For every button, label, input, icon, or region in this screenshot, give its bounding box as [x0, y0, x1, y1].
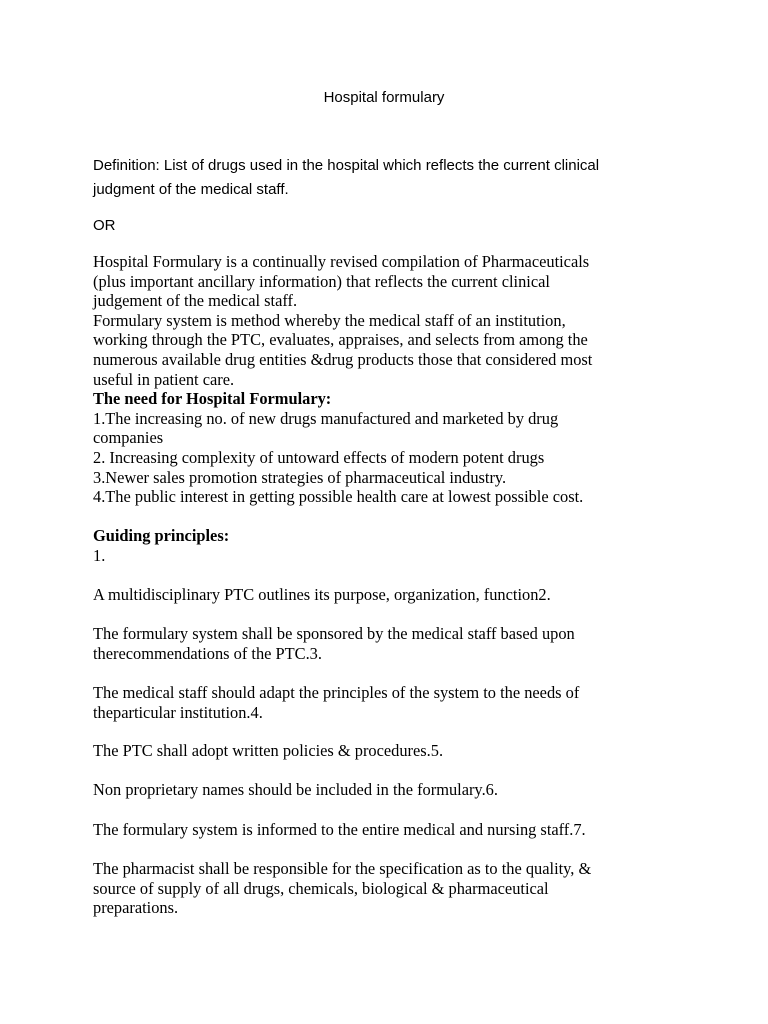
- principle-paragraph: [93, 780, 673, 800]
- formulary-paragraph: [93, 252, 673, 507]
- text-line: judgement of the medical staff.: [93, 291, 298, 311]
- section-heading-guiding: Guiding principles:: [93, 526, 230, 545]
- definition-paragraph: [93, 154, 673, 202]
- list-item: companies: [93, 428, 164, 448]
- text-line: The medical staff should adapt the principles of the system to the needs of: [93, 683, 580, 702]
- text-line: preparations.: [93, 898, 179, 918]
- text-line: working through the PTC, evaluates, appraises, and selects from among the: [93, 330, 588, 350]
- page-title: Hospital formulary: [323, 89, 445, 106]
- principle-paragraph: [93, 683, 673, 722]
- text-line: A multidisciplinary PTC outlines its purpose, organization, function2.: [93, 585, 551, 604]
- or-text: OR: [93, 217, 116, 234]
- text-line: judgment of the medical staff.: [93, 181, 289, 198]
- section-heading-need: The need for Hospital Formulary:: [93, 389, 332, 409]
- principle-paragraph: [93, 820, 673, 840]
- list-item: 2. Increasing complexity of untoward effects of modern potent drugs: [93, 447, 545, 467]
- text-line: The PTC shall adopt written policies & procedures.5.: [93, 741, 444, 760]
- principle-paragraph: [93, 741, 673, 761]
- text-line: therecommendations of the PTC.3.: [93, 643, 322, 663]
- guiding-first-number: 1.: [93, 546, 106, 565]
- text-line: useful in patient care.: [93, 369, 235, 389]
- text-line: Formulary system is method whereby the medical staff of an institution,: [93, 310, 566, 330]
- list-item: 1.The increasing no. of new drugs manufactured and marketed by drug: [93, 408, 559, 428]
- text-line: The formulary system shall be sponsored by the medical staff based upon: [93, 624, 575, 643]
- principle-paragraph: [93, 585, 673, 605]
- text-line: The pharmacist shall be responsible for the specification as to the quality, &: [93, 859, 592, 878]
- text-line: The formulary system is informed to the entire medical and nursing staff.7.: [93, 820, 586, 839]
- list-item: 3.Newer sales promotion strategies of pharmaceutical industry.: [93, 467, 507, 487]
- text-line: source of supply of all drugs, chemicals, biological & pharmaceutical: [93, 878, 549, 898]
- text-line: Hospital Formulary is a continually revised compilation of Pharmaceuticals: [93, 252, 590, 271]
- text-line: (plus important ancillary information) that reflects the current clinical: [93, 271, 550, 291]
- principle-paragraph: [93, 859, 673, 918]
- text-line: numerous available drug entities &drug products those that considered most: [93, 349, 593, 369]
- text-line: Definition: List of drugs used in the hospital which reflects the current clinical: [93, 157, 600, 174]
- list-item: 4.The public interest in getting possible health care at lowest possible cost.: [93, 487, 584, 507]
- text-line: theparticular institution.4.: [93, 702, 263, 722]
- principle-paragraph: [93, 624, 673, 663]
- text-line: Non proprietary names should be included in the formulary.6.: [93, 780, 498, 799]
